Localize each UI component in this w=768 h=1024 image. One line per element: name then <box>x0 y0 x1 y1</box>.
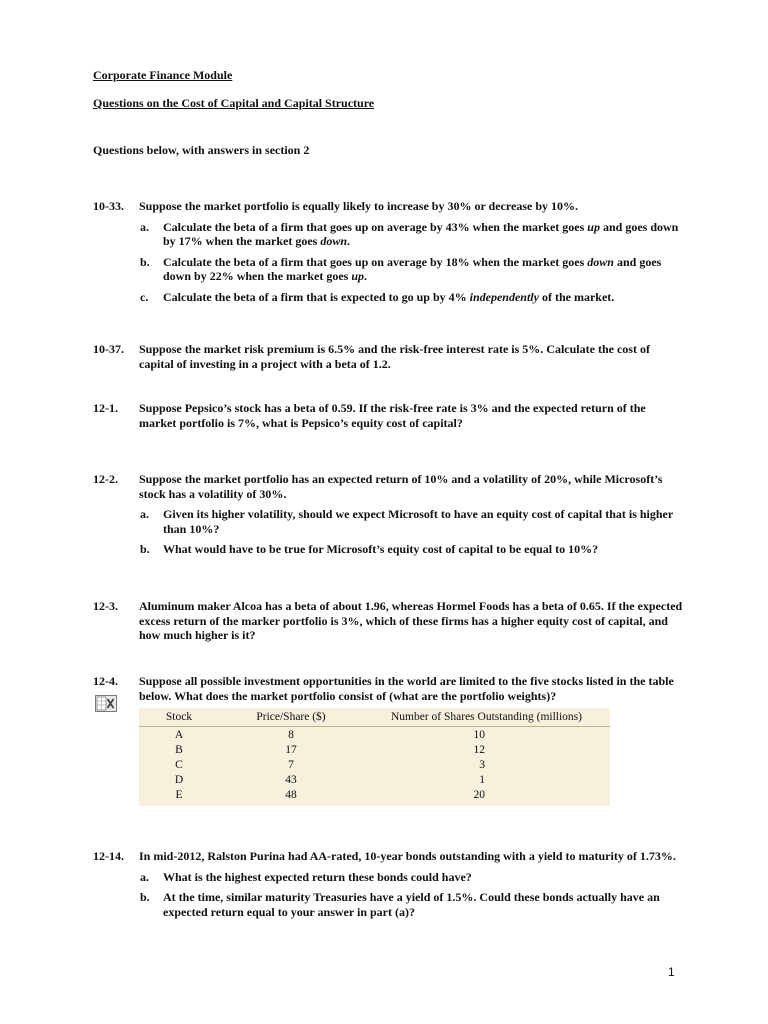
question-text: In mid-2012, Ralston Purina had AA-rated, 10-year bonds outstanding with a yield to maturity of 1.73%. <box>139 849 676 863</box>
sub-text: and goes down by 22% when the market goes <box>163 254 662 283</box>
sub-text: . <box>364 269 368 283</box>
table-row <box>139 772 610 787</box>
table-row <box>139 787 610 806</box>
table-cell: E <box>175 788 183 801</box>
table-cell: 8 <box>288 728 294 741</box>
sub-letter: b. <box>140 542 150 556</box>
stock-table <box>139 708 610 806</box>
question-number: 12-1. <box>93 401 118 415</box>
sub-question-a <box>140 219 683 249</box>
question-number: 10-33. <box>93 199 124 213</box>
sub-question-c <box>140 289 683 305</box>
sub-letter: a. <box>140 507 149 521</box>
sub-text: What would have to be true for Microsoft’s equity cost of capital to be equal to 10%? <box>163 542 599 556</box>
table-row <box>139 757 610 772</box>
table-cell: D <box>174 773 184 786</box>
question-text: Suppose all possible investment opportunities in the world are limited to the five stocks listed in the table below. What does the market portfolio consist of (what are the portfolio weights)? <box>139 674 674 703</box>
question-10-37 <box>93 342 683 371</box>
table-cell: 20 <box>473 788 485 801</box>
sub-letter: b. <box>140 890 150 904</box>
sub-question-a <box>140 507 683 536</box>
excel-spreadsheet-icon[interactable] <box>95 695 117 712</box>
table-header-row <box>139 708 610 727</box>
sub-text: and goes down by 17% when the market goes <box>163 219 679 248</box>
table-cell: 43 <box>285 773 297 786</box>
table-cell: C <box>175 758 183 771</box>
sub-text: Calculate the beta of a firm that goes up on average by 43% when the market goes <box>163 219 588 234</box>
question-text: Suppose the market risk premium is 6.5% and the risk-free interest rate is 5%. Calculate the cost of capital of investing in a project with a beta of 1.2. <box>139 342 650 371</box>
sub-emphasis: up <box>351 269 365 283</box>
page-number: 1 <box>668 965 675 979</box>
question-text: Suppose the market portfolio has an expected return of 10% and a volatility of 20%, while Microsoft’s stock has a volatility of 30%. <box>139 472 663 501</box>
intro-text: Questions below, with answers in section 2 <box>93 143 310 157</box>
sub-question-b <box>140 254 683 284</box>
table-cell: 10 <box>473 728 485 741</box>
sub-emphasis: up <box>587 219 600 234</box>
table-cell: 1 <box>479 773 485 786</box>
question-12-3 <box>93 599 683 643</box>
sub-question-b <box>140 542 683 557</box>
table-cell: 3 <box>479 758 485 771</box>
table-row <box>139 742 610 757</box>
question-10-33 <box>93 199 683 304</box>
table-cell: 48 <box>285 788 297 801</box>
sub-text: At the time, similar maturity Treasuries have a yield of 1.5%. Could these bonds actually have an expected return equal to your answer in part (a)? <box>163 890 660 919</box>
question-text: Suppose the market portfolio is equally likely to increase by 30% or decrease by 10%. <box>139 199 578 213</box>
question-number: 12-4. <box>93 674 118 688</box>
question-number: 12-2. <box>93 472 118 486</box>
column-header-shares: Number of Shares Outstanding (millions) <box>363 708 610 727</box>
sub-question-b <box>140 890 683 919</box>
question-12-1 <box>93 401 683 430</box>
sub-question-a <box>140 869 683 885</box>
sub-letter: a. <box>140 869 149 884</box>
sub-letter: c. <box>140 289 149 304</box>
sub-emphasis: independently <box>469 289 539 304</box>
question-number: 10-37. <box>93 342 124 356</box>
question-text: Aluminum maker Alcoa has a beta of about 1.96, whereas Hormel Foods has a beta of 0.65. If the expected excess return of the marker portfolio is 3%, which of these firms has a higher equity cost of capital, and how much higher is it? <box>139 599 683 642</box>
question-12-14 <box>93 849 683 919</box>
table-row <box>139 727 610 743</box>
module-title: Corporate Finance Module <box>93 68 233 82</box>
question-number: 12-3. <box>93 599 118 613</box>
question-12-2 <box>93 472 683 557</box>
column-header-price: Price/Share ($) <box>219 708 363 727</box>
document-title: Questions on the Cost of Capital and Capital Structure <box>93 96 375 110</box>
table-cell: 17 <box>285 743 297 756</box>
sub-text: What is the highest expected return these bonds could have? <box>163 869 472 884</box>
sub-text: Calculate the beta of a firm that goes up on average by 18% when the market goes <box>163 254 588 269</box>
question-number: 12-14. <box>93 849 124 863</box>
table-cell: A <box>174 728 184 741</box>
table-cell: 12 <box>473 743 485 756</box>
sub-letter: a. <box>140 219 149 234</box>
question-text: Suppose Pepsico’s stock has a beta of 0.59. If the risk-free rate is 3% and the expected return of the market portfolio is 7%, what is Pepsico’s equity cost of capital? <box>139 401 646 430</box>
sub-letter: b. <box>140 254 150 269</box>
sub-text: . <box>347 234 351 248</box>
sub-text: of the market. <box>538 289 615 304</box>
sub-text: Calculate the beta of a firm that is expected to go up by 4% <box>163 289 470 304</box>
column-header-stock: Stock <box>139 708 219 727</box>
table-cell: B <box>175 743 183 756</box>
sub-emphasis: down <box>587 254 614 269</box>
sub-text: Given its higher volatility, should we expect Microsoft to have an equity cost of capital that is higher than 10%? <box>163 507 673 536</box>
table-cell: 7 <box>288 758 294 771</box>
sub-emphasis: down <box>320 234 348 248</box>
question-12-4 <box>93 674 683 703</box>
